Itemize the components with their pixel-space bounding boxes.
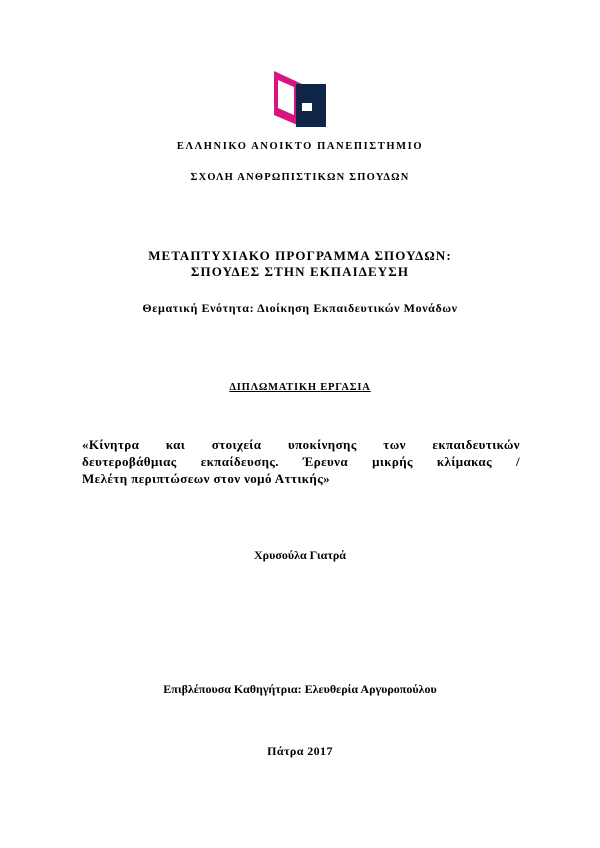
logo-white-step [302, 103, 312, 111]
thesis-title [82, 436, 520, 487]
university-logo [274, 71, 326, 127]
thesis-title-line: δευτεροβάθμιας εκπαίδευσης. Έρευνα μικρής κλίμακας / [82, 454, 520, 469]
thesis-label: ΔΙΠΛΩΜΑΤΙΚΗ ΕΡΓΑΣΙΑ [229, 382, 371, 393]
thesis-title-line: Μελέτη περιπτώσεων στον νομό Αττικής» [82, 471, 330, 486]
program-title-line1: ΜΕΤΑΠΤΥΧΙΑΚΟ ΠΡΟΓΡΑΜΜΑ ΣΠΟΥΔΩΝ: [148, 248, 452, 263]
school-name: ΣΧΟΛΗ ΑΝΘΡΩΠΙΣΤΙΚΩΝ ΣΠΟΥΔΩΝ [190, 172, 410, 183]
author-name: Χρυσούλα Γιατρά [254, 548, 346, 562]
place-and-date: Πάτρα 2017 [267, 744, 333, 758]
supervisor: Επιβλέπουσα Καθηγήτρια: Ελευθερία Αργυροπούλου [163, 682, 437, 696]
program-title-line2: ΣΠΟΥΔΕΣ ΣΤΗΝ ΕΚΠΑΙΔΕΥΣΗ [190, 264, 410, 279]
university-name: ΕΛΛΗΝΙΚΟ ΑΝΟΙΚΤΟ ΠΑΝΕΠΙΣΤΗΜΙΟ [176, 141, 424, 152]
thesis-title-line: «Κίνητρα και στοιχεία υποκίνησης των εκπαιδευτικών [82, 437, 520, 452]
thematic-unit: Θεματική Ενότητα: Διοίκηση Εκπαιδευτικών Μονάδων [142, 301, 458, 315]
